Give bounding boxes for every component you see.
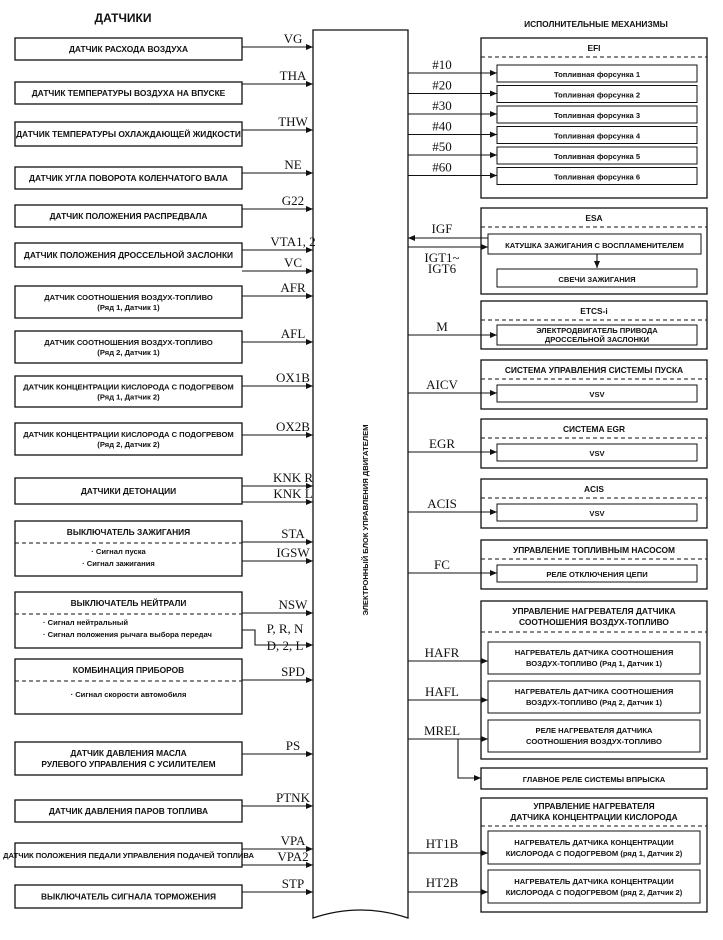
sensor-label: ДАТЧИК ПОЛОЖЕНИЯ РАСПРЕДВАЛА bbox=[49, 211, 208, 221]
signal-label: IGT6 bbox=[427, 261, 457, 276]
afheater-item-label: ВОЗДУХ-ТОПЛИВО (Ряд 2, Датчик 1) bbox=[525, 698, 663, 707]
afheater-item-label: НАГРЕВАТЕЛЬ ДАТЧИКА СООТНОШЕНИЯ bbox=[514, 648, 674, 657]
sensor-label: ДАТЧИК ПОЛОЖЕНИЯ ПЕДАЛИ УПРАВЛЕНИЯ ПОДАЧЕЙ ТОПЛИВА bbox=[3, 851, 254, 860]
signal-label: #40 bbox=[432, 118, 452, 134]
signal-label: PTNK bbox=[276, 790, 310, 805]
sensor-label: ДАТЧИК ТЕМПЕРАТУРЫ ВОЗДУХА НА ВПУСКЕ bbox=[31, 88, 226, 98]
sensor-label: ВЫКЛЮЧАТЕЛЬ СИГНАЛА ТОРМОЖЕНИЯ bbox=[41, 891, 216, 902]
fc-title: УПРАВЛЕНИЕ ТОПЛИВНЫМ НАСОСОМ bbox=[513, 545, 675, 555]
afheater-item-label: ВОЗДУХ-ТОПЛИВО (Ряд 1, Датчик 1) bbox=[525, 659, 663, 668]
plugs-label: СВЕЧИ ЗАЖИГАНИЯ bbox=[558, 275, 636, 284]
aicv-title: СИСТЕМА УПРАВЛЕНИЯ СИСТЕМЫ ПУСКА bbox=[504, 365, 684, 375]
signal-label: #30 bbox=[432, 98, 452, 113]
signal-label: HAFL bbox=[425, 684, 459, 699]
injector-label: Топливная форсунка 3 bbox=[553, 111, 641, 120]
injector-label: Топливная форсунка 1 bbox=[553, 70, 641, 79]
afheater-item-box bbox=[488, 642, 700, 674]
sensor-label: ДАТЧИК СООТНОШЕНИЯ ВОЗДУХ-ТОПЛИВО bbox=[44, 293, 213, 302]
o2heater-item-label: НАГРЕВАТЕЛЬ ДАТЧИКА КОНЦЕНТРАЦИИ bbox=[514, 838, 674, 847]
signal-label: KNK R bbox=[272, 470, 314, 485]
signal-label: STP bbox=[281, 876, 305, 891]
signal-label: IGT1~ bbox=[424, 250, 460, 265]
afheater-item-box bbox=[488, 681, 700, 713]
sensor-label: ДАТЧИК УГЛА ПОВОРОТА КОЛЕНЧАТОГО ВАЛА bbox=[29, 173, 228, 183]
sensor-item: · Сигнал нейтральный bbox=[43, 618, 128, 627]
sensor-label: ДАТЧИК ПОЛОЖЕНИЯ ДРОССЕЛЬНОЙ ЗАСЛОНКИ bbox=[23, 250, 234, 260]
efi-title: EFI bbox=[587, 43, 601, 53]
sensor-box bbox=[15, 331, 242, 363]
sensor-title: ВЫКЛЮЧАТЕЛЬ ЗАЖИГАНИЯ bbox=[66, 527, 191, 537]
signal-label: PS bbox=[285, 738, 301, 753]
sensor-label: ДАТЧИК КОНЦЕНТРАЦИИ КИСЛОРОДА С ПОДОГРЕВОМ bbox=[23, 382, 234, 392]
actuators-header: ИСПОЛНИТЕЛЬНЫЕ МЕХАНИЗМЫ bbox=[524, 19, 668, 29]
egr-title: СИСТЕМА EGR bbox=[562, 424, 626, 434]
sensor-box bbox=[15, 376, 242, 407]
signal-label: THA bbox=[279, 68, 307, 83]
signal-label: VG bbox=[283, 31, 303, 46]
signal-label: G22 bbox=[281, 193, 305, 208]
signal-label: HT1B bbox=[425, 836, 459, 851]
o2heater-item-label: КИСЛОРОДА С ПОДОГРЕВОМ (ряд 1, Датчик 2) bbox=[505, 849, 683, 858]
sensor-title: КОМБИНАЦИЯ ПРИБОРОВ bbox=[72, 665, 185, 675]
signal-label: VPA bbox=[280, 833, 306, 848]
signal-label: SPD bbox=[281, 664, 305, 679]
afheater-item-box bbox=[488, 720, 700, 752]
signal-label: EGR bbox=[429, 436, 455, 451]
afheater-item-label: СООТНОШЕНИЯ ВОЗДУХ-ТОПЛИВО bbox=[526, 737, 662, 746]
injector-label: Топливная форсунка 5 bbox=[553, 152, 641, 161]
o2heater-item-box bbox=[488, 831, 700, 864]
afheater-item-label: НАГРЕВАТЕЛЬ ДАТЧИКА СООТНОШЕНИЯ bbox=[514, 687, 674, 696]
sensor-label: (Ряд 1, Датчик 1) bbox=[97, 303, 160, 312]
signal-label: OX1B bbox=[276, 370, 310, 385]
signal-label: NE bbox=[284, 157, 302, 172]
signal-label: OX2B bbox=[276, 419, 310, 434]
signal-label: #60 bbox=[432, 159, 452, 175]
signal-label: ACIS bbox=[427, 496, 457, 511]
sensor-label: ДАТЧИКИ ДЕТОНАЦИИ bbox=[80, 486, 177, 496]
sensor-label: ДАТЧИК ДАВЛЕНИЯ МАСЛА bbox=[70, 748, 187, 758]
signal-label: #20 bbox=[432, 77, 452, 93]
signal-label: AFR bbox=[280, 280, 306, 295]
signal-label: P, R, N bbox=[266, 621, 304, 636]
main-relay-line bbox=[458, 739, 481, 778]
afheater-title: СООТНОШЕНИЯ ВОЗДУХ-ТОПЛИВО bbox=[519, 617, 669, 627]
signal-label: THW bbox=[278, 114, 308, 129]
sensor-label: РУЛЕВОГО УПРАВЛЕНИЯ С УСИЛИТЕЛЕМ bbox=[41, 759, 216, 769]
signal-label: #10 bbox=[432, 57, 452, 72]
injector-label: Топливная форсунка 4 bbox=[553, 131, 641, 141]
signal-label: AICV bbox=[426, 377, 458, 392]
sensor-label: ДАТЧИК ТЕМПЕРАТУРЫ ОХЛАЖДАЮЩЕЙ ЖИДКОСТИ bbox=[16, 129, 241, 139]
signal-label: STA bbox=[281, 526, 305, 541]
aicv-device-label: VSV bbox=[589, 390, 605, 399]
sensor-box bbox=[15, 423, 242, 455]
signal-label: NSW bbox=[278, 597, 308, 612]
signal-label: #50 bbox=[432, 139, 452, 154]
signal-label: HT2B bbox=[425, 875, 459, 890]
signal-label: KNK L bbox=[273, 486, 313, 501]
etcs-title: ETCS-i bbox=[580, 306, 608, 316]
sensor-item: · Сигнал зажигания bbox=[82, 559, 155, 568]
ecu-label: ЭЛЕКТРОННЫЙ БЛОК УПРАВЛЕНИЯ ДВИГАТЕЛЕМ bbox=[361, 424, 370, 616]
sensor-box bbox=[15, 286, 242, 318]
signal-label: HAFR bbox=[424, 645, 460, 660]
esa-title: ESA bbox=[585, 213, 603, 223]
afheater-title: УПРАВЛЕНИЕ НАГРЕВАТЕЛЯ ДАТЧИКА bbox=[512, 606, 676, 616]
o2heater-item-label: КИСЛОРОДА С ПОДОГРЕВОМ (ряд 2, Датчик 2) bbox=[505, 888, 683, 897]
signal-label: M bbox=[436, 319, 448, 334]
sensor-label: (Ряд 2, Датчик 2) bbox=[97, 440, 160, 449]
signal-label: VC bbox=[283, 255, 303, 270]
signal-label: IGF bbox=[431, 221, 453, 236]
sensor-label: (Ряд 2, Датчик 1) bbox=[97, 348, 160, 357]
signal-label: AFL bbox=[280, 326, 306, 341]
sensor-label: (Ряд 1, Датчик 2) bbox=[97, 392, 160, 402]
sensor-label: ДАТЧИК СООТНОШЕНИЯ ВОЗДУХ-ТОПЛИВО bbox=[44, 338, 213, 347]
injector-label: Топливная форсунка 2 bbox=[553, 90, 641, 100]
o2heater-item-label: НАГРЕВАТЕЛЬ ДАТЧИКА КОНЦЕНТРАЦИИ bbox=[514, 877, 674, 886]
signal-label: D, 2, L bbox=[266, 638, 304, 653]
acis-title: ACIS bbox=[583, 484, 605, 494]
sensor-item: · Сигнал скорости автомобиля bbox=[70, 690, 187, 699]
acis-device-label: VSV bbox=[589, 509, 605, 518]
signal-label: VPA2 bbox=[277, 849, 309, 864]
sensor-title: ВЫКЛЮЧАТЕЛЬ НЕЙТРАЛИ bbox=[70, 598, 187, 608]
coil-label: КАТУШКА ЗАЖИГАНИЯ С ВОСПЛАМЕНИТЕЛЕМ bbox=[505, 241, 684, 250]
sensor-label: ДАТЧИК ДАВЛЕНИЯ ПАРОВ ТОПЛИВА bbox=[48, 806, 209, 816]
sensor-label: ДАТЧИК КОНЦЕНТРАЦИИ КИСЛОРОДА С ПОДОГРЕВОМ bbox=[23, 430, 234, 439]
o2heater-title: УПРАВЛЕНИЕ НАГРЕВАТЕЛЯ bbox=[533, 801, 655, 811]
signal-label: MREL bbox=[423, 723, 461, 738]
injector-label: Топливная форсунка 6 bbox=[553, 172, 641, 182]
sensor-label: ДАТЧИК РАСХОДА ВОЗДУХА bbox=[68, 44, 189, 54]
egr-device-label: VSV bbox=[589, 449, 605, 458]
sensor-item: · Сигнал положения рычага выбора передач bbox=[43, 630, 212, 639]
sensor-item: · Сигнал пуска bbox=[91, 547, 146, 556]
main-relay-label: ГЛАВНОЕ РЕЛЕ СИСТЕМЫ ВПРЫСКА bbox=[522, 775, 666, 784]
motor-label: ЭЛЕКТРОДВИГАТЕЛЬ ПРИВОДА bbox=[536, 326, 658, 335]
o2heater-title: ДАТЧИКА КОНЦЕНТРАЦИИ КИСЛОРОДА bbox=[510, 812, 678, 822]
signal-label: VTA1, 2 bbox=[270, 234, 316, 249]
motor-label: ДРОССЕЛЬНОЙ ЗАСЛОНКИ bbox=[544, 335, 650, 344]
afheater-item-label: РЕЛЕ НАГРЕВАТЕЛЯ ДАТЧИКА bbox=[535, 726, 653, 735]
signal-label: FC bbox=[434, 557, 450, 572]
o2heater-item-box bbox=[488, 870, 700, 903]
fc-device-label: РЕЛЕ ОТКЛЮЧЕНИЯ ЦЕПИ bbox=[546, 570, 648, 579]
signal-label: IGSW bbox=[276, 545, 310, 560]
sensors-header: ДАТЧИКИ bbox=[94, 11, 152, 25]
